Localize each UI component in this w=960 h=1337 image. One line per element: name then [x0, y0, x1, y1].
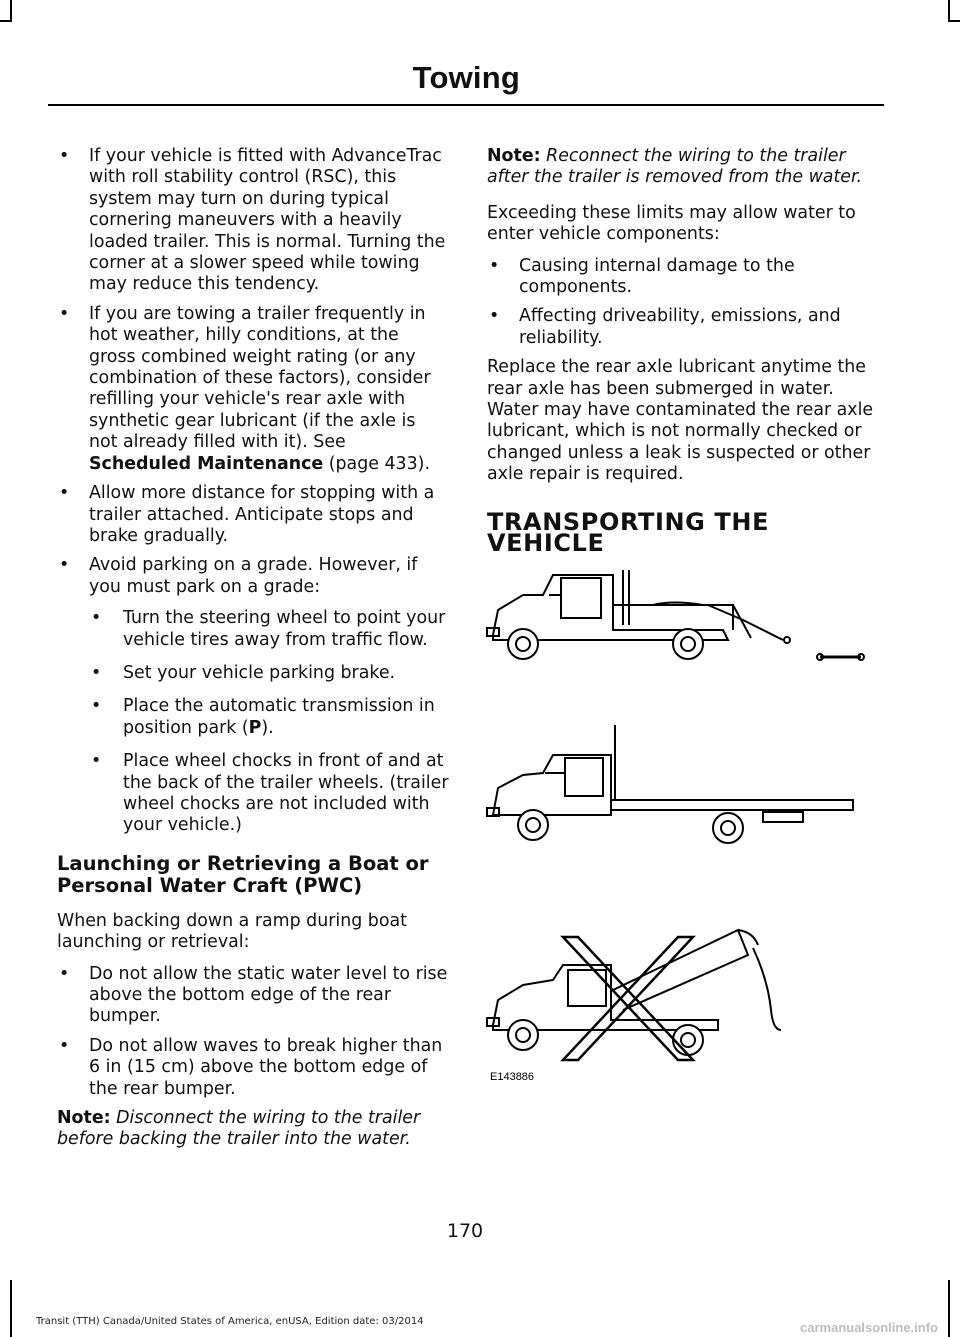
boat-rules-list	[57, 964, 449, 1100]
towing-tips-list	[57, 146, 449, 837]
exceed-list	[487, 256, 883, 350]
list-item: • Causing internal damage to the components.	[487, 256, 883, 299]
list-item: • Turn the steering wheel to point your vehicle tires away from traffic flow.	[89, 608, 449, 651]
figure-code: E143886	[490, 1071, 535, 1083]
header-divider	[48, 104, 884, 106]
list-item: • Do not allow waves to break higher than 6 in (15 cm) above the bottom edge of the rear bumper.	[57, 1036, 449, 1100]
list-item: • If you are towing a trailer frequently in hot weather, hilly conditions, at the gross combined weight rating (or any combination of these factors), consider refilling your vehicle's rear axle with synthetic gear lubricant (if the axle is not already filled with it). See Scheduled Maintenance (page 433).	[57, 304, 449, 475]
crop-mark	[948, 20, 960, 22]
list-item: • Allow more distance for stopping with a trailer attached. Anticipate stops and brake gradually.	[57, 483, 449, 547]
list-item: • Place the automatic transmission in position park (P).	[89, 696, 449, 739]
park-letter: P	[248, 717, 262, 738]
site-watermark: carmanualsonline.info	[800, 1320, 938, 1335]
list-item: • Affecting driveability, emissions, and reliability.	[487, 306, 883, 349]
parking-steps-list	[89, 608, 449, 837]
crop-mark	[10, 0, 12, 22]
left-column	[57, 146, 449, 1161]
page-reference: (page 433).	[323, 453, 430, 474]
list-item: • Place wheel chocks in front of and at the back of the trailer wheels. (trailer wheel chocks are not included with your vehicle.)	[89, 751, 449, 837]
page-number: 170	[446, 1220, 484, 1242]
page-title: Towing	[412, 60, 520, 95]
right-column	[487, 146, 883, 558]
edition-footer: Transit (TTH) Canada/United States of America, enUSA, Edition date: 03/2014	[36, 1316, 424, 1327]
exceed-intro: Exceeding these limits may allow water to enter vehicle components:	[487, 202, 856, 245]
list-item: • Set your vehicle parking brake.	[89, 663, 449, 684]
hook-chain-truck	[487, 930, 781, 1055]
crop-mark	[0, 20, 12, 22]
tow-truck-illustration	[483, 560, 883, 1090]
list-item: • If your vehicle is fitted with AdvanceTrac with roll stability control (RSC), this system may turn on during typical cornering maneuvers with a heavily loaded trailer. This is normal. Turning the corner at a slower speed while towing may reduce this tendency.	[57, 146, 449, 296]
crop-mark	[948, 1280, 950, 1337]
transport-heading: TRANSPORTING THE VEHICLE	[487, 507, 770, 558]
list-item: • Avoid parking on a grade. However, if you must park on a grade: • Turn the steering wheel to point your vehicle tires away from traffic flow. • Set your vehicle parking brake. • Place the automatic transmission in position park (P). • Place wheel chocks in front of and at the back of the trailer wheels. (trailer wheel chocks are not included with your vehicle.)	[57, 555, 449, 836]
scheduled-maintenance-link[interactable]: Scheduled Maintenance	[89, 453, 324, 474]
list-item: • Do not allow the static water level to rise above the bottom edge of the rear bumper.	[57, 964, 449, 1028]
replace-lubricant-paragraph: Replace the rear axle lubricant anytime the rear axle has been submerged in water. Water may have contaminated the rear axle lubricant, which is not normally checked or changed unless a leak is suspected or other axle repair is required.	[487, 357, 874, 485]
crop-mark	[948, 0, 950, 22]
note-disconnect: Note: Disconnect the wiring to the trailer before backing the trailer into the water.	[57, 1108, 421, 1150]
wheel-lift-truck	[487, 570, 864, 660]
flatbed-truck	[487, 725, 853, 843]
boat-intro: When backing down a ramp during boat launching or retrieval:	[57, 910, 407, 953]
crop-mark	[10, 1280, 12, 1337]
boat-launch-heading: Launching or Retrieving a Boat or Personal Water Craft (PWC)	[57, 851, 429, 897]
note-reconnect: Note: Reconnect the wiring to the trailer after the trailer is removed from the water.	[487, 146, 863, 188]
